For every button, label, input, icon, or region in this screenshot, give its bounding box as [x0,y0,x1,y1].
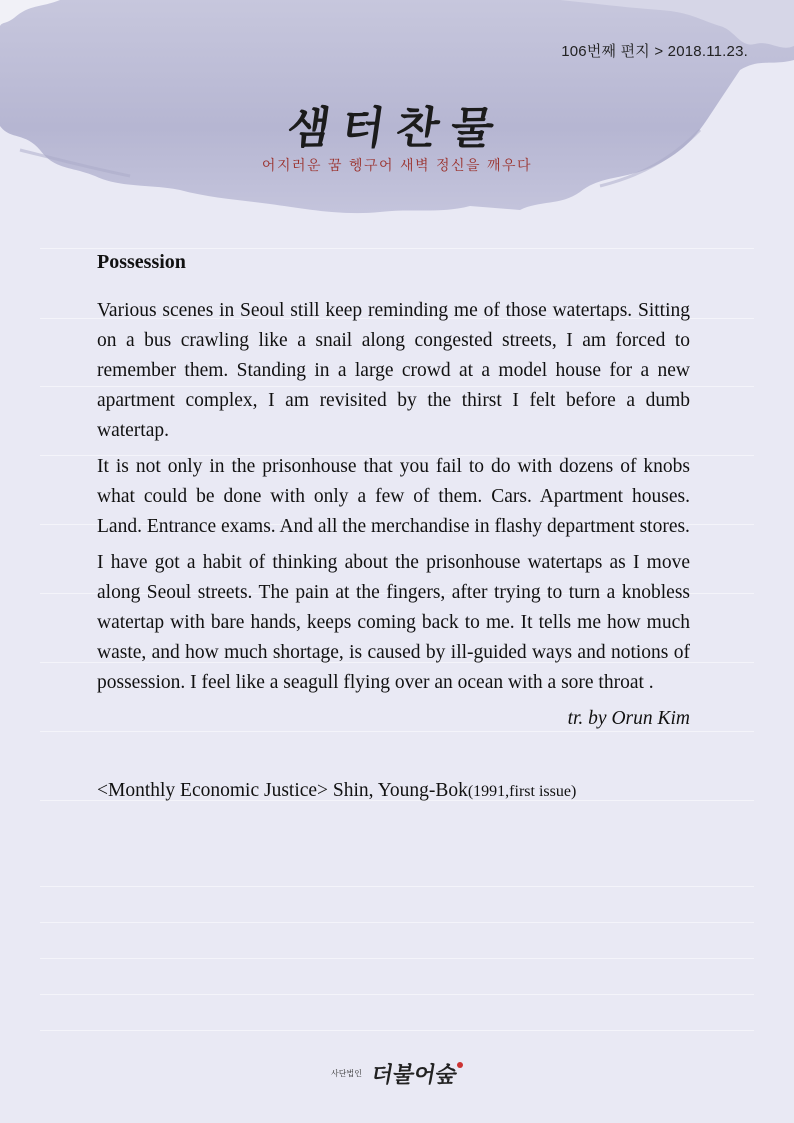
footer-tagline: 사단법인 [331,1069,362,1078]
ruled-line [40,922,754,923]
translator-credit: tr. by Orun Kim [567,708,690,729]
issue-number-and-date: 106번째 편지 > 2018.11.23. [561,43,748,60]
article-body [97,248,690,807]
ruled-line [40,958,754,959]
footer-brand: 더불어숲 [369,1062,459,1088]
article-paragraph-3: I have got a habit of thinking about the prisonhouse watertaps as I move along Seoul streets. The pain at the fingers, after trying to turn a knobless watertap with bare hands, keeps coming back to me. It tells me how much waste, and how much shortage, is caused by ill-guided ways and notions of possession. I feel like a seagull flying over an ocean with a sore throat . [97,552,690,693]
footer-logo [0,1058,794,1089]
article-paragraph-2: It is not only in the prisonhouse that you fail to do with dozens of knobs what could be done with only a few of them. Cars. Apartment houses. Land. Entrance exams. And all the merchandise in flashy department stores. [97,456,690,537]
source-citation-main: <Monthly Economic Justice> Shin, Young-Bok [97,780,468,801]
ruled-line [40,886,754,887]
masthead-subtitle: 어지러운 꿈 헹구어 새벽 정신을 깨우다 [261,158,533,174]
article-title: Possession [97,251,186,273]
ruled-line [40,1030,754,1031]
ruled-line [40,994,754,995]
source-citation [97,776,690,807]
source-citation-note: (1991,first issue) [467,783,577,800]
article-paragraph-1: Various scenes in Seoul still keep reminding me of those watertaps. Sitting on a bus crawling like a snail along congested streets, I am forced to remember them. Standing in a large crowd at a model house for a new apartment complex, I am revisited by the thirst I felt before a dumb watertap. [97,300,690,441]
masthead-title: 샘터찬물 [283,103,509,154]
